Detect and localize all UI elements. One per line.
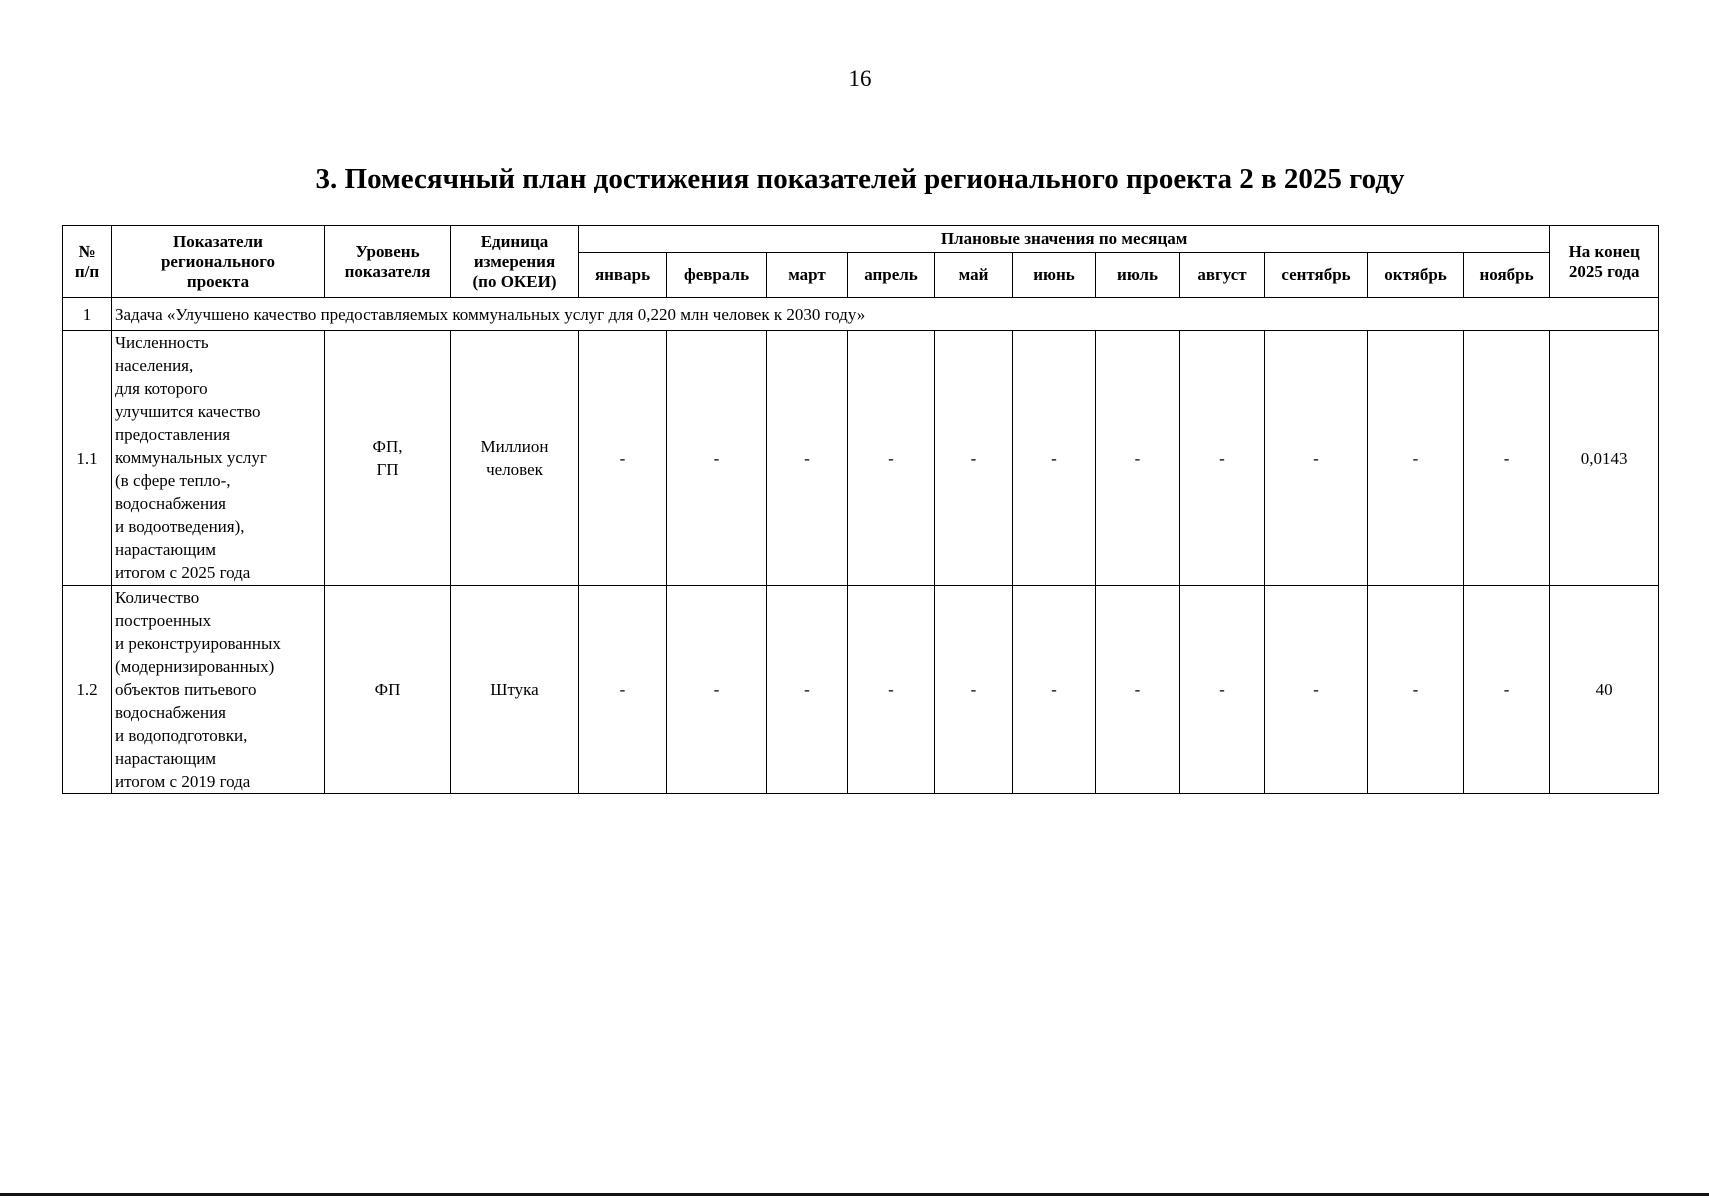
month-value: - (1368, 331, 1464, 586)
indicator-unit: Штука (451, 586, 579, 794)
header-month: январь (579, 253, 667, 298)
header-month: апрель (848, 253, 935, 298)
monthly-plan-table (62, 225, 1659, 794)
row-num: 1.2 (63, 586, 112, 794)
header-month: февраль (667, 253, 767, 298)
header-month: март (767, 253, 848, 298)
indicator-name: Численность населения, для которого улучшится качество предоставления коммунальных услуг (в сфере тепло-, водоснабжения и водоотведения), нарастающим итогом с 2025 года (112, 331, 325, 586)
indicator-level: ФП (325, 586, 451, 794)
header-num: № п/п (63, 226, 112, 298)
month-value: - (579, 331, 667, 586)
month-value: - (1464, 586, 1550, 794)
row-num: 1.1 (63, 331, 112, 586)
header-unit: Единица измерения (по ОКЕИ) (451, 226, 579, 298)
table-row (63, 586, 1659, 794)
month-value: - (1013, 586, 1096, 794)
page-edge-line (0, 1193, 1709, 1196)
month-value: - (1013, 331, 1096, 586)
month-value: - (848, 331, 935, 586)
header-monthly-group: Плановые значения по месяцам (579, 226, 1550, 253)
month-value: - (1265, 331, 1368, 586)
month-value: - (767, 331, 848, 586)
header-month: сентябрь (1265, 253, 1368, 298)
month-value: - (935, 586, 1013, 794)
header-month: ноябрь (1464, 253, 1550, 298)
header-month: май (935, 253, 1013, 298)
header-year-end: На конец 2025 года (1550, 226, 1659, 298)
year-end-value: 40 (1550, 586, 1659, 794)
year-end-value: 0,0143 (1550, 331, 1659, 586)
month-value: - (1464, 331, 1550, 586)
header-level: Уровень показателя (325, 226, 451, 298)
month-value: - (1096, 586, 1180, 794)
indicator-name: Количество построенных и реконструированных (модернизированных) объектов питьевого водоснабжения и водоподготовки, нарастающим итогом с 2019 года (112, 586, 325, 794)
header-month: июнь (1013, 253, 1096, 298)
document-title: 3. Помесячный план достижения показателей регионального проекта 2 в 2025 году (315, 163, 1405, 195)
header-month: август (1180, 253, 1265, 298)
month-value: - (579, 586, 667, 794)
month-value: - (1180, 331, 1265, 586)
indicator-unit: Миллион человек (451, 331, 579, 586)
month-value: - (848, 586, 935, 794)
header-month: октябрь (1368, 253, 1464, 298)
task-text: Задача «Улучшено качество предоставляемых коммунальных услуг для 0,220 млн человек к 2030 году» (112, 298, 1659, 331)
month-value: - (1180, 586, 1265, 794)
month-value: - (767, 586, 848, 794)
task-row (63, 298, 1659, 331)
month-value: - (667, 331, 767, 586)
month-value: - (1368, 586, 1464, 794)
month-value: - (667, 586, 767, 794)
header-month: июль (1096, 253, 1180, 298)
month-value: - (935, 331, 1013, 586)
month-value: - (1096, 331, 1180, 586)
page-number: 16 (848, 66, 872, 91)
task-num: 1 (63, 298, 112, 331)
month-value: - (1265, 586, 1368, 794)
indicator-level: ФП, ГП (325, 331, 451, 586)
header-indicator: Показатели регионального проекта (112, 226, 325, 298)
table-row (63, 331, 1659, 586)
